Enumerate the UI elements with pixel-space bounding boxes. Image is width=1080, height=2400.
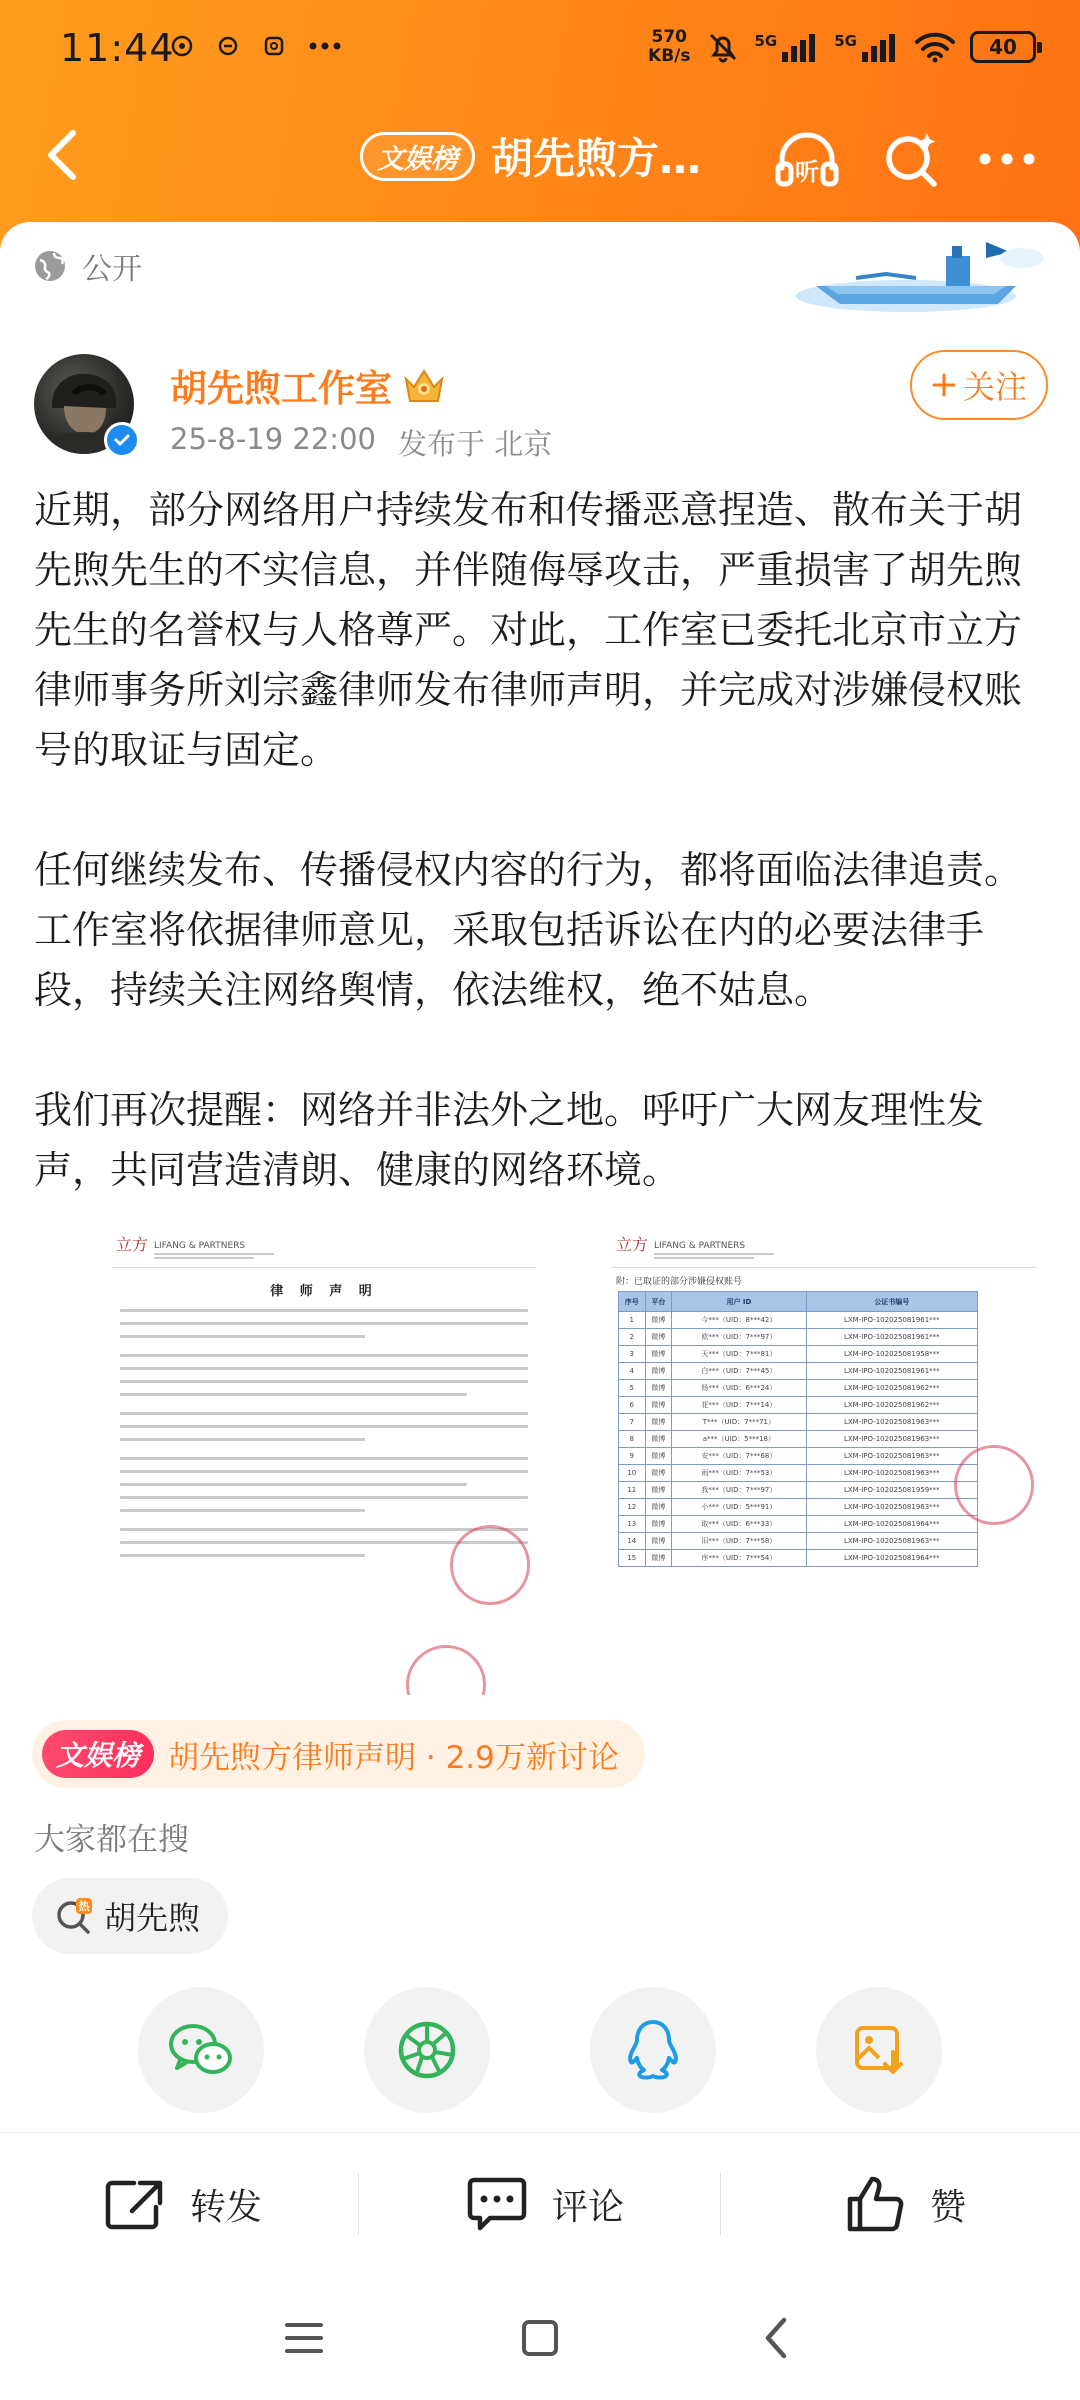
firm-name: LIFANG & PARTNERS [654,1241,746,1251]
trending-search-label: 大家都在搜 [34,1822,189,1858]
doc-letterhead [612,1225,1036,1268]
signal-bars-icon [780,32,820,62]
table-row [619,1499,978,1516]
table-cell: a***（UID：5***18） [672,1431,807,1448]
signal-1: 5G [755,32,821,62]
verified-badge [104,422,140,458]
chevron-left-icon [43,127,83,183]
page-title: 胡先煦方… [491,134,702,183]
table-cell: LXM-IPO-102025081963*** [806,1431,977,1448]
table-row [619,1516,978,1533]
share-row [0,1987,1080,2117]
post-paragraph: 我们再次提醒：网络并非法外之地。呼吁广大网友理性发声，共同营造清朗、健康的网络环境。 [34,1088,985,1192]
table-cell: LXM-IPO-102025081964*** [806,1516,977,1533]
table-row [619,1380,978,1397]
table-cell: 12 [619,1499,646,1516]
share-qq-button[interactable] [590,1987,716,2113]
recent-apps-button[interactable] [264,2298,344,2378]
topic-badge: 文娱榜 [42,1730,154,1778]
table-row [619,1465,978,1482]
nav-title [360,126,701,186]
post-location: 发布于 北京 [397,427,553,461]
table-cell: 取***（UID：6***33） [672,1516,807,1533]
table-cell: 15 [619,1550,646,1567]
table-cell: 微博 [645,1397,672,1414]
post-paragraph: 近期，部分网络用户持续发布和传播恶意捏造、散布关于胡先煦先生的不实信息，并伴随侮辱攻击，严重损害了胡先煦先生的名誉权与人格尊严。对此，工作室已委托北京市立方律师事务所刘宗鑫律师发布律师声明，并完成对涉嫌侵权账号的取证与固定。 [34,488,1023,772]
table-row [619,1431,978,1448]
table-row [619,1312,978,1329]
trending-search-chip[interactable] [32,1878,228,1954]
repost-label: 转发 [190,2186,263,2228]
evidence-table-body [619,1312,978,1567]
table-cell: LXM-IPO-102025081963*** [806,1448,977,1465]
doc-title: 律 师 声 明 [270,1284,378,1299]
nav-bar [0,100,1080,210]
table-cell: 微博 [645,1363,672,1380]
hot-search-icon [54,1896,94,1936]
table-cell: 11 [619,1482,646,1499]
comment-button[interactable] [466,2133,624,2275]
table-cell: 微博 [645,1312,672,1329]
table-cell: 安***（UID：7***68） [672,1448,807,1465]
qq-penguin-icon [625,2018,681,2082]
column-header: 序号 [619,1292,646,1312]
table-cell: LXM-IPO-102025081961*** [806,1329,977,1346]
ranking-badge: 文娱榜 [360,132,475,181]
table-cell: 7 [619,1414,646,1431]
table-cell: 微博 [645,1550,672,1567]
table-cell: 5 [619,1380,646,1397]
signal-bars-icon [860,32,900,62]
table-cell: 白***（UID：7***45） [672,1363,807,1380]
post-body [34,480,1048,1260]
doc-letterhead [112,1225,536,1268]
plus-icon [931,372,957,398]
table-cell: 8 [619,1431,646,1448]
table-cell: 13 [619,1516,646,1533]
like-label: 赞 [930,2186,967,2228]
table-cell: 序***（UID：7***54） [672,1550,807,1567]
share-wechat-button[interactable] [138,1987,264,2113]
share-moments-button[interactable] [364,1987,490,2113]
repost-icon [104,2177,166,2231]
table-cell: 我***（UID：7***97） [672,1482,807,1499]
table-cell: LXM-IPO-102025081961*** [806,1363,977,1380]
column-header: 平台 [645,1292,672,1312]
app-notification-icon [262,34,286,58]
table-cell: LXM-IPO-102025081964*** [806,1550,977,1567]
table-cell: 天***（UID：7***81） [672,1346,807,1363]
search-button[interactable] [874,122,948,196]
status-time: 11:44 [60,26,175,70]
divider [720,2173,721,2235]
lawyer-statement-image[interactable] [112,1225,536,1695]
table-cell: 3 [619,1346,646,1363]
app-notification-icon [216,34,240,58]
notification-icons [170,34,342,58]
table-row [619,1482,978,1499]
mute-bell-icon [705,29,741,65]
column-header: 公证书编号 [806,1292,977,1312]
comment-icon [466,2176,528,2232]
seal-stamp [406,1645,486,1695]
seal-stamp [450,1525,530,1605]
wechat-icon [167,2020,235,2080]
table-cell: LXM-IPO-102025081963*** [806,1414,977,1431]
table-row [619,1448,978,1465]
table-row [619,1414,978,1431]
post-date: 25-8-19 22:00 [170,422,376,456]
crown-vip-icon [402,365,446,405]
globe-icon [32,248,68,284]
home-button[interactable] [500,2298,580,2378]
hot-topic-tag[interactable] [32,1720,645,1788]
table-cell: 欧***（UID：7***97） [672,1329,807,1346]
action-bar [0,2132,1080,2274]
wifi-icon [914,31,956,63]
table-caption: 附：已取证的部分涉嫌侵权账号 [616,1277,743,1287]
table-cell: 10 [619,1465,646,1482]
table-row [619,1329,978,1346]
column-header: 用户 ID [672,1292,807,1312]
table-cell: 花***（UID：7***14） [672,1397,807,1414]
table-cell: 微博 [645,1431,672,1448]
follow-label: 关注 [962,368,1027,406]
table-cell: LXM-IPO-102025081958*** [806,1346,977,1363]
table-cell: T***（UID：7***71） [672,1414,807,1431]
svg-text:热: 热 [78,1900,90,1913]
table-cell: 旧***（UID：7***58） [672,1533,807,1550]
table-cell: 1 [619,1312,646,1329]
table-cell: 4 [619,1363,646,1380]
author-name-row[interactable] [170,358,446,412]
repost-button[interactable] [104,2133,262,2275]
moments-aperture-icon [396,2019,458,2081]
system-back-button[interactable] [736,2298,816,2378]
more-button[interactable] [970,122,1044,196]
table-cell: 微博 [645,1516,672,1533]
system-nav-bar [0,2274,1080,2400]
table-cell: 6 [619,1397,646,1414]
network-speed: 570 KB/s [648,27,691,66]
firm-name: LIFANG & PARTNERS [154,1241,246,1251]
trending-search-text: 胡先煦 [104,1899,201,1937]
table-cell: 微博 [645,1465,672,1482]
table-row [619,1533,978,1550]
evidence-table [618,1291,978,1567]
menu-lines-icon [284,2321,324,2355]
doc-text-lines [112,1309,536,1557]
table-cell: 微博 [645,1346,672,1363]
comment-label: 评论 [552,2186,625,2228]
svg-text:听: 听 [795,158,819,186]
headphones-icon [774,128,840,190]
firm-address-lines [654,1253,774,1259]
table-cell: LXM-IPO-102025081963*** [806,1533,977,1550]
table-cell: LXM-IPO-102025081963*** [806,1499,977,1516]
like-button[interactable] [846,2133,966,2275]
table-cell: LXM-IPO-102025081962*** [806,1397,977,1414]
status-right [648,28,1036,66]
post-card [0,222,1080,2132]
visibility-row [32,244,142,288]
back-chevron-icon [762,2316,790,2360]
table-cell: 今***（UID：8***42） [672,1312,807,1329]
table-cell: 14 [619,1533,646,1550]
post-paragraph: 任何继续发布、传播侵权内容的行为，都将面临法律追责。工作室将依据律师意见，采取包括诉讼在内的必要法律手段，持续关注网络舆情，依法维权，绝不姑息。 [34,848,1023,1012]
table-cell: 小***（UID：5***91） [672,1499,807,1516]
table-row [619,1346,978,1363]
seal-stamp [954,1445,1034,1525]
search-sparkle-icon [881,129,941,189]
topic-text: 胡先煦方律师声明 · 2.9万新讨论 [168,1739,619,1776]
more-dots-icon [978,152,1036,166]
table-cell: 微博 [645,1499,672,1516]
more-notifications-icon [308,41,342,51]
check-icon [112,430,132,450]
save-image-button[interactable] [816,1987,942,2113]
table-row [619,1363,978,1380]
table-row [619,1397,978,1414]
table-cell: 微博 [645,1448,672,1465]
thumbs-up-icon [846,2175,906,2233]
follow-button[interactable] [910,350,1048,420]
table-cell: 9 [619,1448,646,1465]
table-cell: LXM-IPO-102025081959*** [806,1482,977,1499]
listen-button[interactable] [770,122,844,196]
table-cell: 2 [619,1329,646,1346]
author-name: 胡先煦工作室 [170,367,392,410]
post-meta [170,422,552,463]
visibility-label: 公开 [82,252,142,287]
save-image-icon [851,2022,907,2078]
table-cell: 微博 [645,1533,672,1550]
firm-address-lines [154,1253,274,1259]
aircraft-carrier-decoration [796,222,1046,318]
status-bar [0,0,1080,100]
divider [358,2173,359,2235]
table-cell: 微博 [645,1329,672,1346]
table-cell: 微博 [645,1482,672,1499]
home-square-icon [521,2319,559,2357]
back-button[interactable] [28,120,98,190]
table-cell: LXM-IPO-102025081962*** [806,1380,977,1397]
table-cell: 微博 [645,1380,672,1397]
table-cell: 雨***（UID：7***53） [672,1465,807,1482]
firm-logo: 立方 [616,1235,649,1254]
battery-indicator: 40 [970,31,1036,63]
table-row [619,1550,978,1567]
table-cell: LXM-IPO-102025081961*** [806,1312,977,1329]
app-notification-icon [170,34,194,58]
table-cell: LXM-IPO-102025081963*** [806,1465,977,1482]
table-header-row [619,1292,978,1312]
table-cell: 微博 [645,1414,672,1431]
table-cell: 杨***（UID：6***24） [672,1380,807,1397]
header [0,0,1080,250]
firm-logo: 立方 [116,1235,149,1254]
signal-2: 5G [834,32,900,62]
evidence-list-image[interactable] [612,1225,1036,1695]
